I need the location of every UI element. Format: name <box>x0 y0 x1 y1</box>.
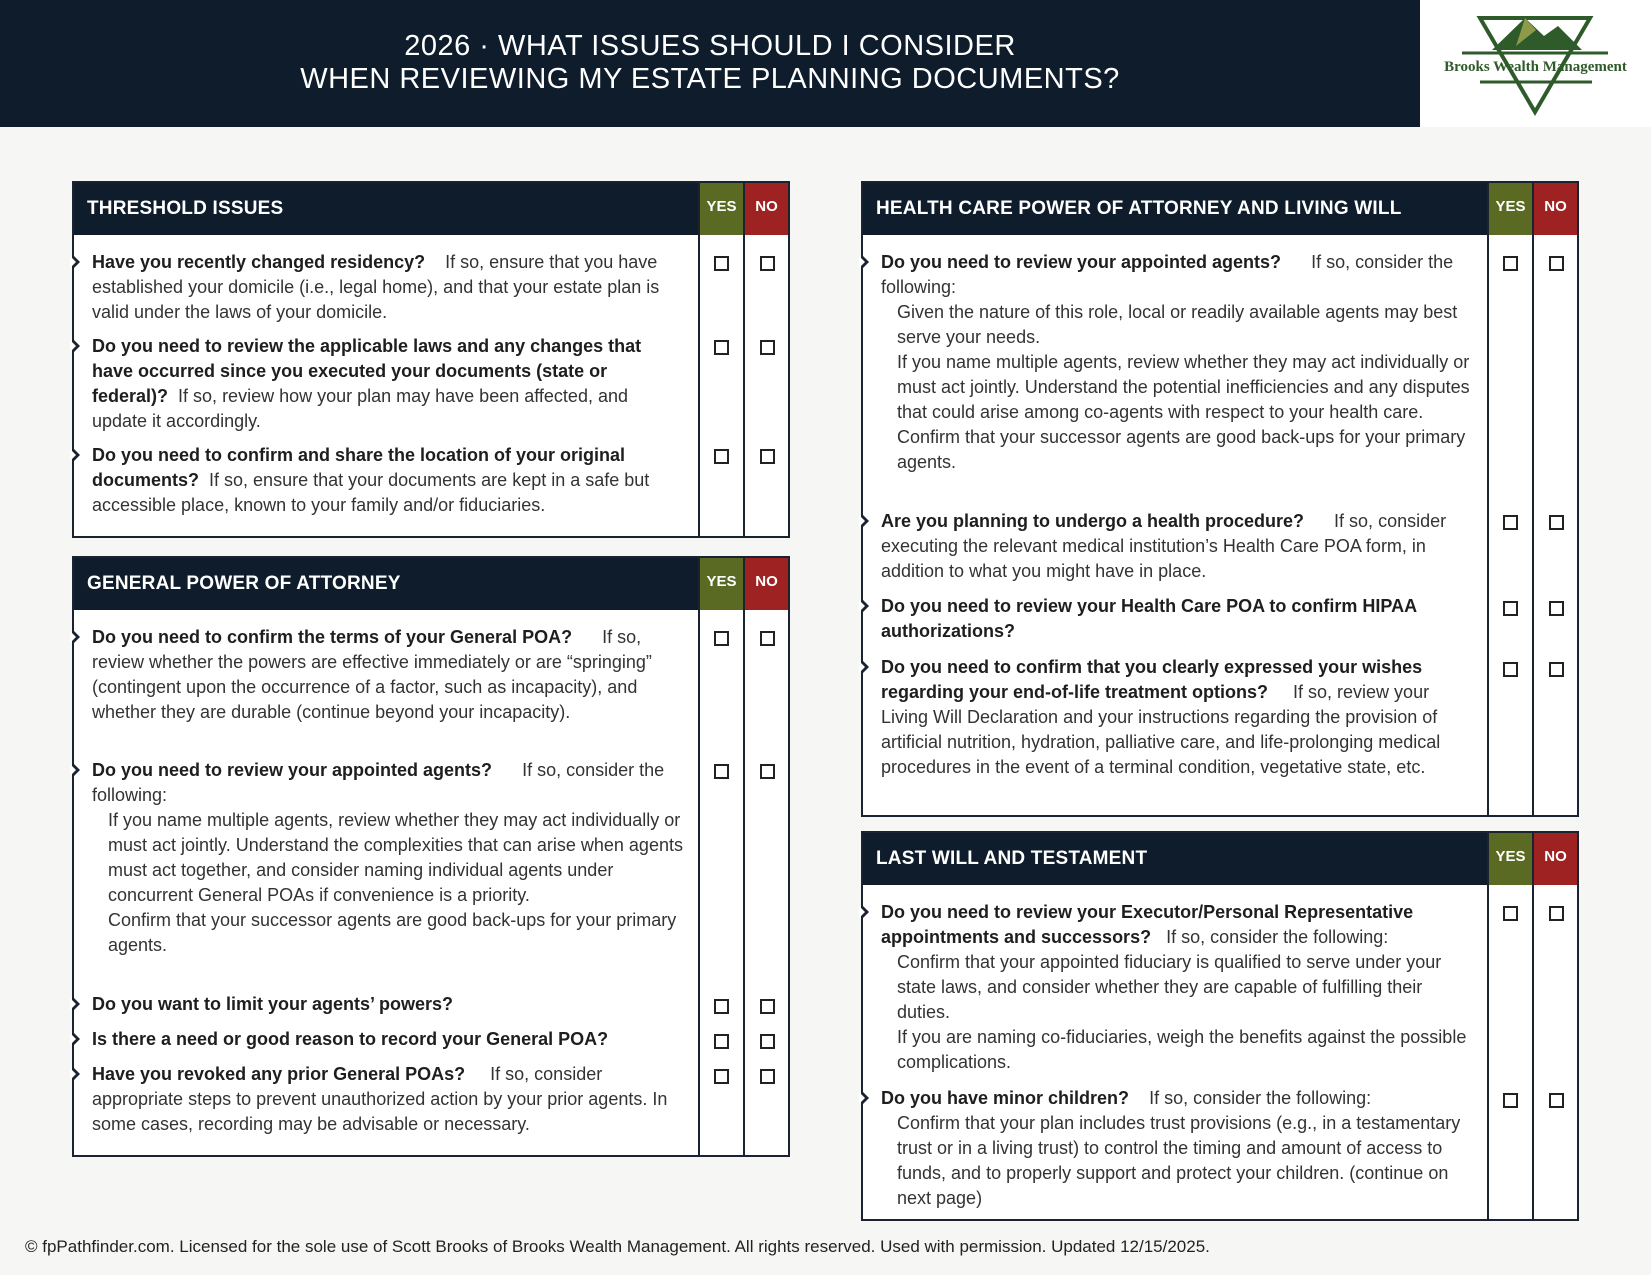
checklist-item <box>74 334 698 434</box>
divider <box>1487 235 1489 815</box>
no-column-header: NO <box>743 558 788 610</box>
threshold-issues-card <box>72 181 790 538</box>
no-checkbox[interactable] <box>760 1034 775 1049</box>
question-text: Do you need to review your appointed agents? <box>881 252 1282 272</box>
no-checkbox[interactable] <box>1549 662 1564 677</box>
divider <box>743 235 745 536</box>
footer-copyright: © fpPathfinder.com. Licensed for the sole use of Scott Brooks of Brooks Wealth Management. All rights reserved. Used with permission. Updated 12/15/2025. <box>25 1237 1210 1256</box>
no-checkbox[interactable] <box>760 449 775 464</box>
page-title <box>0 30 1420 96</box>
card-header <box>863 183 1577 235</box>
yes-checkbox[interactable] <box>714 449 729 464</box>
question-text: Do you need to confirm that you clearly expressed your wishes regarding your end-of-life treatment options? <box>881 657 1423 702</box>
brand-logo <box>1420 0 1651 127</box>
arrow-icon <box>72 447 80 463</box>
question-text: Do you have minor children? <box>881 1088 1130 1108</box>
no-checkbox[interactable] <box>760 340 775 355</box>
arrow-icon <box>861 598 869 614</box>
arrow-icon <box>861 659 869 675</box>
card-title: GENERAL POWER OF ATTORNEY <box>87 573 401 594</box>
card-title: THRESHOLD ISSUES <box>87 198 284 219</box>
divider <box>743 610 745 1155</box>
sub-point: Given the nature of this role, local or readily available agents may best serve your needs. <box>897 302 1458 347</box>
question-text: Is there a need or good reason to record your General POA? <box>92 1029 609 1049</box>
arrow-icon <box>72 1031 80 1047</box>
arrow-icon <box>72 629 80 645</box>
guidance-text: If so, consider the following: <box>1166 927 1389 947</box>
arrow-icon <box>72 762 80 778</box>
no-checkbox[interactable] <box>760 1069 775 1084</box>
title-line-2: WHEN REVIEWING MY ESTATE PLANNING DOCUMENTS? <box>300 63 1120 95</box>
yes-column-header: YES <box>1487 183 1532 235</box>
no-checkbox[interactable] <box>760 256 775 271</box>
question-text: Have you recently changed residency? <box>92 252 426 272</box>
guidance-text: If so, review your Living Will Declaration and your instructions regarding the provision of artificial nutrition, hydration, palliative care, and life-prolonging medical procedures in the event of a terminal condition, vegetative state, etc. <box>881 682 1441 777</box>
guidance-text: If so, ensure that your documents are kept in a safe but accessible place, known to your family and/or fiduciaries. <box>92 470 650 515</box>
guidance-text: If so, review how your plan may have been affected, and update it accordingly. <box>92 386 628 431</box>
guidance-text: If so, consider executing the relevant medical institution’s Health Care POA form, in addition to what you might have in place. <box>881 511 1447 581</box>
checklist-item <box>863 655 1487 780</box>
sub-point: Confirm that your plan includes trust provisions (e.g., in a testamentary trust or in a living trust) to control the timing and amount of access to funds, and to properly support and protect your children. (continue on next page) <box>897 1113 1461 1208</box>
yes-checkbox[interactable] <box>714 1034 729 1049</box>
card-title: LAST WILL AND TESTAMENT <box>876 848 1148 869</box>
yes-checkbox[interactable] <box>1503 1093 1518 1108</box>
arrow-icon <box>861 254 869 270</box>
no-checkbox[interactable] <box>760 631 775 646</box>
arrow-icon <box>861 1090 869 1106</box>
guidance-text: If so, review whether the powers are effective immediately or are “springing” (contingent upon the occurrence of a factor, such as incapacity), and whether they are durable (continue beyond your incapacity). <box>92 627 652 722</box>
no-checkbox[interactable] <box>1549 515 1564 530</box>
sub-point: Confirm that your successor agents are good back-ups for your primary agents. <box>897 427 1466 472</box>
arrow-icon <box>72 338 80 354</box>
card-header <box>74 558 788 610</box>
card-header <box>863 833 1577 885</box>
card-title: HEALTH CARE POWER OF ATTORNEY AND LIVING WILL <box>876 198 1402 219</box>
no-checkbox[interactable] <box>760 764 775 779</box>
yes-checkbox[interactable] <box>1503 601 1518 616</box>
card-header <box>74 183 788 235</box>
arrow-icon <box>72 1066 80 1082</box>
logo-text: Brooks Wealth Management <box>1444 59 1627 75</box>
yes-column-header: YES <box>1487 833 1532 885</box>
yes-checkbox[interactable] <box>1503 515 1518 530</box>
checklist-item <box>863 509 1487 584</box>
no-checkbox[interactable] <box>1549 601 1564 616</box>
divider <box>698 235 700 536</box>
yes-checkbox[interactable] <box>714 764 729 779</box>
sub-point: Confirm that your appointed fiduciary is qualified to serve under your state laws, and consider whether they are capable of fulfilling their duties. <box>897 952 1442 1022</box>
no-checkbox[interactable] <box>1549 1093 1564 1108</box>
question-text: Do you want to limit your agents’ powers? <box>92 994 454 1014</box>
sub-point: If you name multiple agents, review whether they may act individually or must act jointly. Understand the complexities that can arise when agents must act together, and consider naming individual agents under concurrent General POAs if convenience is a priority. <box>108 810 683 905</box>
sub-point: If you are naming co-fiduciaries, weigh the benefits against the possible complications. <box>897 1027 1467 1072</box>
checklist-item <box>863 250 1487 475</box>
yes-column-header: YES <box>698 183 743 235</box>
no-checkbox[interactable] <box>1549 256 1564 271</box>
guidance-text: If so, consider the following: <box>1149 1088 1372 1108</box>
sub-point: If you name multiple agents, review whether they may act individually or must act jointly. Understand the potential inefficiencies and any disputes that could arise among co-agents with respect to your health care. <box>897 352 1470 422</box>
yes-checkbox[interactable] <box>714 631 729 646</box>
checklist-item <box>74 758 698 958</box>
yes-checkbox[interactable] <box>1503 256 1518 271</box>
question-text: Do you need to confirm the terms of your General POA? <box>92 627 573 647</box>
yes-checkbox[interactable] <box>714 256 729 271</box>
yes-checkbox[interactable] <box>714 340 729 355</box>
arrow-icon <box>861 904 869 920</box>
question-text: Do you need to review your Health Care POA to confirm HIPAA authorizations? <box>881 596 1417 641</box>
divider <box>1487 885 1489 1219</box>
no-column-header: NO <box>1532 183 1577 235</box>
general-poa-card <box>72 556 790 1157</box>
question-text: Do you need to review the applicable laws and any changes that have occurred since you executed your documents (state or federal)? <box>92 336 642 406</box>
question-text: Do you need to confirm and share the location of your original documents? <box>92 445 626 490</box>
guidance-text: If so, ensure that you have established your domicile (i.e., legal home), and that your estate plan is valid under the laws of your domicile. <box>92 252 660 322</box>
checklist-item <box>863 594 1487 644</box>
no-checkbox[interactable] <box>1549 906 1564 921</box>
yes-checkbox[interactable] <box>714 1069 729 1084</box>
question-text: Are you planning to undergo a health procedure? <box>881 511 1305 531</box>
arrow-icon <box>72 254 80 270</box>
question-text: Do you need to review your appointed agents? <box>92 760 493 780</box>
title-line-1: 2026 · WHAT ISSUES SHOULD I CONSIDER <box>404 30 1016 62</box>
question-text: Have you revoked any prior General POAs? <box>92 1064 466 1084</box>
no-column-header: NO <box>743 183 788 235</box>
question-text: Do you need to review your Executor/Personal Representative appointments and successors? <box>881 902 1414 947</box>
checklist-item <box>74 1027 698 1052</box>
checklist-item <box>74 443 698 518</box>
guidance-text: If so, consider appropriate steps to prevent unauthorized action by your prior agents. In some cases, recording may be advisable or necessary. <box>92 1064 668 1134</box>
checklist-item <box>74 1062 698 1137</box>
checklist-item <box>74 250 698 325</box>
divider <box>1532 885 1534 1219</box>
sub-point: Confirm that your successor agents are good back-ups for your primary agents. <box>108 910 677 955</box>
yes-checkbox[interactable] <box>1503 906 1518 921</box>
last-will-card <box>861 831 1579 1221</box>
arrow-icon <box>861 513 869 529</box>
no-checkbox[interactable] <box>760 999 775 1014</box>
health-care-poa-card <box>861 181 1579 817</box>
divider <box>698 610 700 1155</box>
yes-checkbox[interactable] <box>714 999 729 1014</box>
checklist-item <box>863 900 1487 1075</box>
divider <box>1532 235 1534 815</box>
yes-checkbox[interactable] <box>1503 662 1518 677</box>
yes-column-header: YES <box>698 558 743 610</box>
checklist-item <box>863 1086 1487 1211</box>
guidance-text: If so, consider the following: <box>92 760 665 805</box>
guidance-text: If so, consider the following: <box>881 252 1454 297</box>
no-column-header: NO <box>1532 833 1577 885</box>
checklist-item <box>74 625 698 725</box>
checklist-item <box>74 992 698 1017</box>
arrow-icon <box>72 996 80 1012</box>
